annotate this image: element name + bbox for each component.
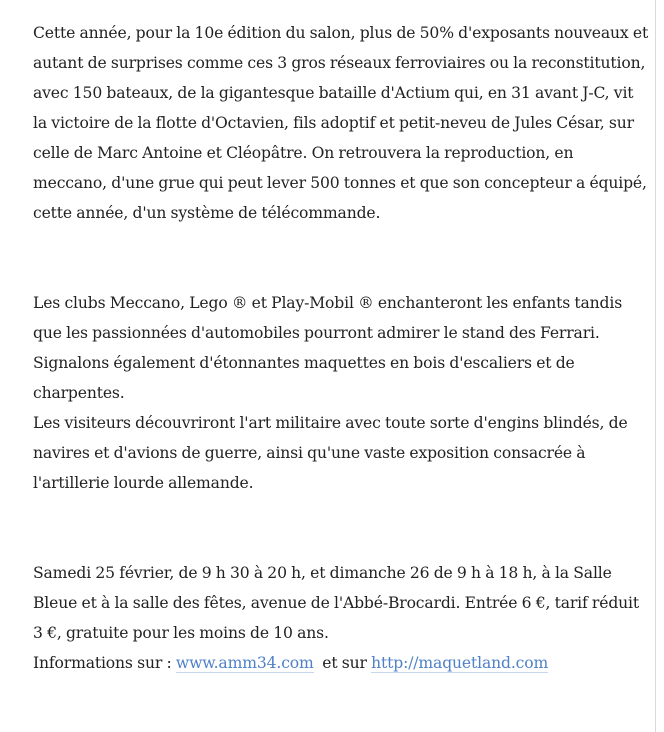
info-line [33,648,649,678]
paragraph-clubs: Les clubs Meccano, Lego ® et Play-Mobil ® enchanteront les enfants tandis que les passionnées d'automobiles pourront admirer le stand des Ferrari. Signalons également d'étonnantes maquettes en bois d'escaliers et de charpentes. [33,294,623,402]
info-prefix: Informations sur : [33,654,176,672]
paragraph-spacer [33,498,649,558]
paragraph-schedule: Samedi 25 février, de 9 h 30 à 20 h, et dimanche 26 de 9 h à 18 h, à la Salle Bleue et à la salle des fêtes, avenue de l'Abbé-Brocardi. Entrée 6 €, tarif réduit 3 €, gratuite pour les moins de 10 ans. [33,564,639,642]
link-amm34[interactable]: www.amm34.com [175,654,314,672]
paragraph-salon-intro: Cette année, pour la 10e édition du salon, plus de 50% d'exposants nouveaux et autant de surprises comme ces 3 gros réseaux ferroviaires ou la reconstitution, avec 150 bateaux, de la gigantesque bataille d'Actium qui, en 31 avant J-C, vit la victoire de la flotte d'Octavien, fils adoptif et petit-neveu de Jules César, sur celle de Marc Antoine et Cléopâtre. On retrouvera la reproduction, en meccano, d'une grue qui peut lever 500 tonnes et que son concepteur a équipé, cette année, d'un système de télécommande. [33,24,649,222]
paragraph-military: Les visiteurs découvriront l'art militaire avec toute sorte d'engins blindés, de navires et d'avions de guerre, ainsi qu'une vaste exposition consacrée à l'artillerie lourde allemande. [33,414,628,492]
link-maquetland[interactable]: http://maquetland.com [371,654,549,672]
article-body [33,18,649,678]
paragraph-spacer [33,228,649,288]
info-middle: et sur [313,654,372,672]
